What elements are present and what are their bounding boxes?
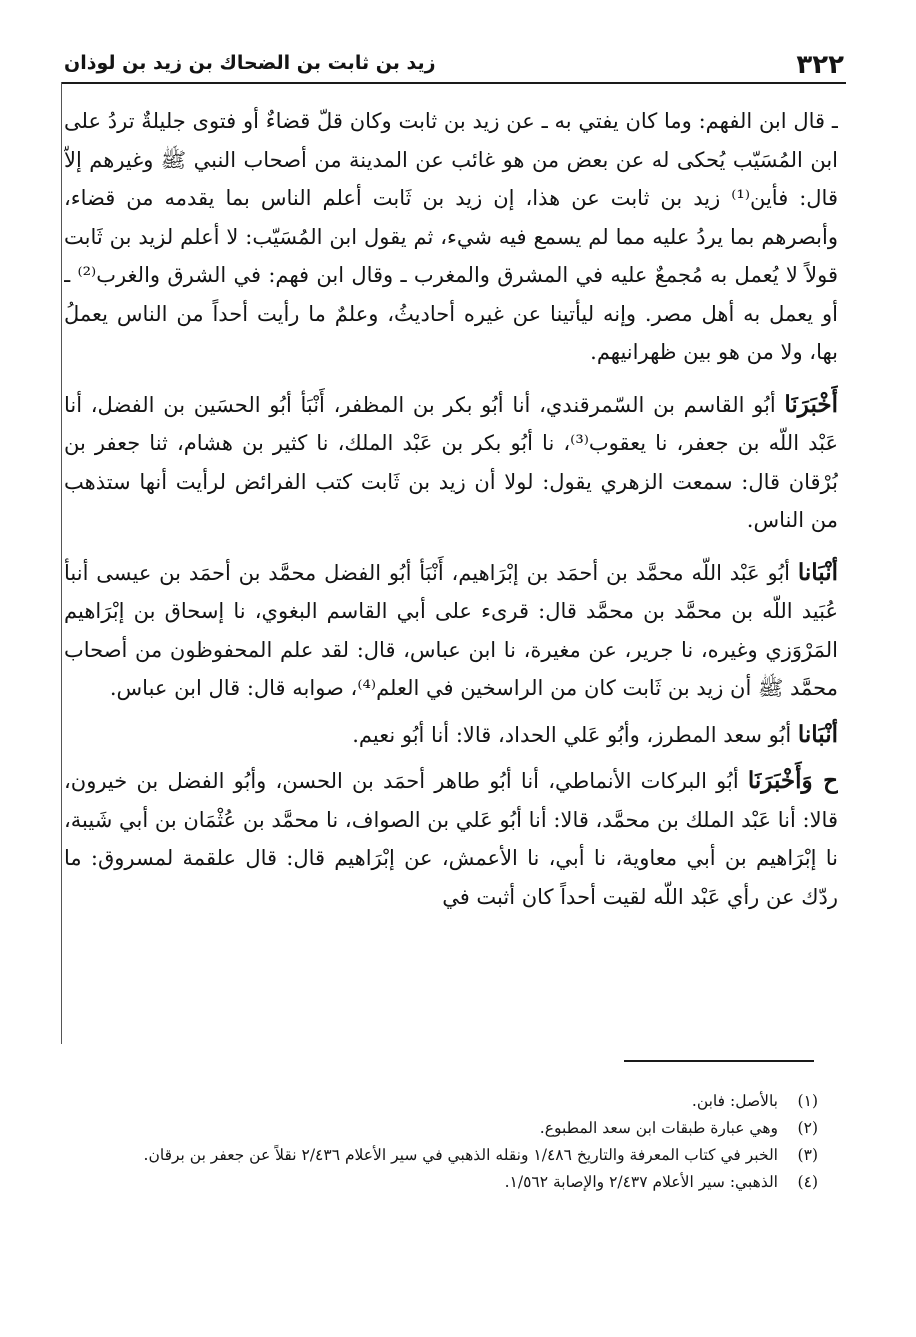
footnote-number: (١) bbox=[797, 1092, 818, 1110]
margin-rule bbox=[61, 82, 62, 1044]
paragraph-text: أبُو القاسم بن السّمرقندي، أنا أبُو بكر بن المظفر، أَنْبَأ أبُو الحسَين بن الفضل، أنا عَبْد اللّه بن جعفر، نا يعقوب⁽³⁾، نا أبُو بكر بن عَبْد الملك، نا كثير بن هشام، ثنا جعفر بن بُرْقان قال: سمعت الزهري يقول: لولا أن زيد بن ثَابت كتب الفرائض لرأيت أنها ستذهب من الناس. bbox=[64, 392, 838, 532]
footnote bbox=[64, 1115, 818, 1142]
paragraph bbox=[64, 716, 838, 755]
isnad-lead-word: أَخْبَرَنَا bbox=[784, 390, 838, 418]
footnote bbox=[64, 1169, 818, 1196]
running-title: زيد بن ثابت بن الضحاك بن زيد بن لوذان bbox=[64, 52, 436, 74]
page-number: ٣٢٢ bbox=[796, 50, 844, 80]
footnote-text: وهي عبارة طبقات ابن سعد المطبوع. bbox=[539, 1119, 778, 1137]
page-header bbox=[62, 42, 846, 84]
paragraph bbox=[64, 554, 838, 708]
main-text bbox=[64, 102, 838, 1042]
paragraph bbox=[64, 762, 838, 916]
footnote-text: الخبر في كتاب المعرفة والتاريخ ١/٤٨٦ ونقله الذهبي في سير الأعلام ٢/٤٣٦ نقلاً عن جعفر بن برقان. bbox=[143, 1146, 778, 1164]
footnote-number: (٣) bbox=[797, 1146, 818, 1164]
paragraph bbox=[64, 386, 838, 540]
footnote-number: (٤) bbox=[797, 1173, 818, 1191]
footnote-text: الذهبي: سير الأعلام ٢/٤٣٧ والإصابة ١/٥٦٢. bbox=[504, 1173, 778, 1191]
footnotes bbox=[64, 1088, 818, 1288]
paragraph-text: أبُو البركات الأنماطي، أنا أبُو طاهر أحمَد بن الحسن، وأبُو الفضل بن خيرون، قالا: أنا عَبْد الملك بن محمَّد، قالا: أنا أبُو عَلي بن الصواف، نا محمَّد بن عُثْمَان بن أبي شَيبة، نا إبْرَاهيم بن أبي معاوية، نا أبي، نا الأعمش، عن إبْرَاهيم قال: قال علقمة لمسروق: ما ردّك عن رأي عَبْد اللّه لقيت أحداً كان أثبت في bbox=[64, 769, 838, 909]
footnote-text: بالأصل: فابن. bbox=[691, 1092, 778, 1110]
isnad-lead-word: ح وَأَخْبَرَنَا bbox=[747, 767, 838, 794]
footnote-separator bbox=[624, 1060, 814, 1062]
paragraph-text: أبُو عَبْد اللّه محمَّد بن أحمَد بن إبْرَاهيم، أَنْبَأ أبُو الفضل محمَّد بن أحمَد بن عيسى أنبأ عُبَيد اللّه بن محمَّد بن محمَّد قال: قرىء على أبي القاسم البغوي، نا إسحاق بن إبْرَاهيم المَرْوَزي وغيره، نا جرير، عن مغيرة، نا ابن عباس، قال: لقد علم المحفوظون من أصحاب محمَّد ﷺ أن زيد بن ثَابت كان من الراسخين في العلم⁽⁴⁾، صوابه قال: قال ابن عباس. bbox=[64, 560, 838, 700]
footnote bbox=[64, 1142, 818, 1169]
footnote bbox=[64, 1088, 818, 1115]
isnad-lead-word: أنْبَانا bbox=[797, 558, 838, 586]
paragraph: ـ قال ابن الفهم: وما كان يفتي به ـ عن زيد بن ثابت وكان قلّ قضاءٌ أو فتوى جليلةٌ تردُ على ابن المُسَيّب يُحكى له عن بعض من هو غائب عن المدينة من أصحاب النبي ﷺ وغيرهم إلاّ قال: فأين⁽¹⁾ زيد بن ثابت عن هذا، إن زيد بن ثَابت أعلم الناس بما يقدمه من قضاء، وأبصرهم بما يردُ عليه مما لم يسمع فيه شيء، ثم يقول ابن المُسَيّب: لا أعلم لزيد بن ثَابت قولاً لا يُعمل به مُجمعٌ عليه في المشرق والمغرب ـ وقال ابن فهم: في الشرق والغرب⁽²⁾ ـ أو يعمل به أهل مصر. وإنه ليأتينا عن غيره أحاديثُ، وعلمٌ ما رأيت أحداً من الناس يعملُ بها، ولا من هو بين ظهرانيهم. bbox=[64, 109, 838, 364]
paragraph-text: أبُو سعد المطرز، وأبُو عَلي الحداد، قالا: أنا أبُو نعيم. bbox=[352, 722, 798, 747]
isnad-lead-word: أنْبَانا bbox=[797, 720, 838, 748]
footnote-number: (٢) bbox=[797, 1119, 818, 1137]
